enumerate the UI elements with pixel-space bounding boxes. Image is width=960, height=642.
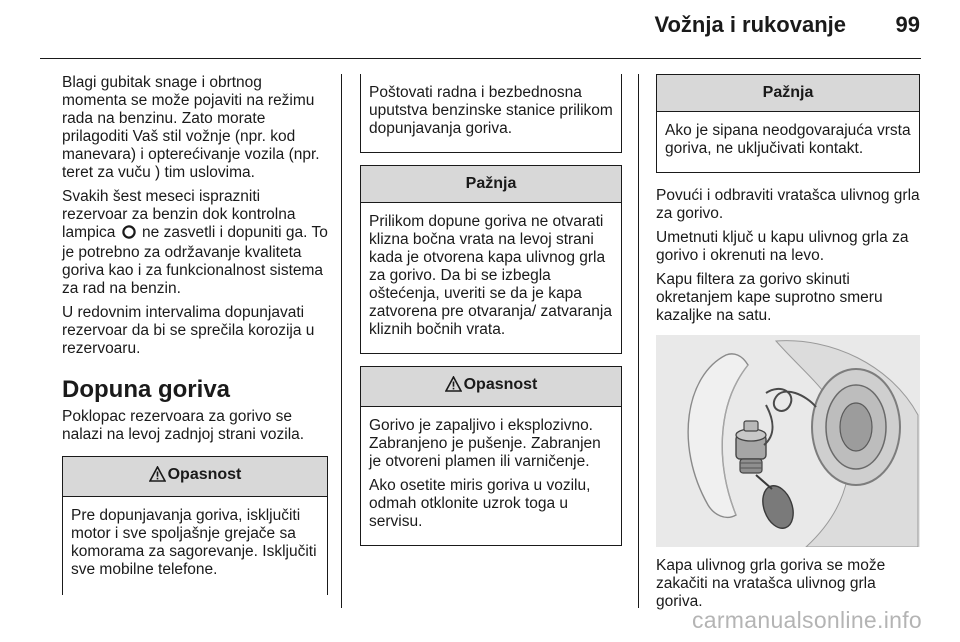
warning-box	[62, 456, 328, 595]
warning-label: Opasnost	[167, 466, 242, 483]
fuel-cap-illustration	[656, 335, 920, 547]
paragraph: Kapu filtera za gorivo skinuti okretanjem kape suprotno smeru kazaljke na satu.	[656, 271, 883, 324]
note-box	[360, 74, 622, 153]
paragraph	[62, 188, 328, 298]
warning-box-body	[361, 407, 621, 545]
caution-box-body	[361, 203, 621, 353]
paragraph: Blagi gubitak snage i obrtnog momenta se može pojaviti na režimu rada na benzinu. Zato morate prilagoditi Vaš stil vožnje (npr. kod manevara) i opterećivanje vozila (npr. teret za vuču ) tim uslovima.	[62, 74, 320, 181]
caution-box	[656, 74, 920, 173]
warning-text: Pre dopunjavanja goriva, isključiti motor i sve spoljašnje grejače sa komorama za sagorevanje. Isključiti sve mobilne telefone.	[71, 507, 317, 578]
warning-text: Gorivo je zapaljivo i eksplozivno. Zabranjeno je pušenje. Zabranjen je otvoreni plamen ili varničenje.	[369, 417, 601, 470]
header-divider	[40, 58, 921, 59]
warning-box	[360, 366, 622, 546]
paragraph: Poklopac rezervoara za gorivo se nalazi na levoj zadnjoj strani vozila.	[62, 408, 305, 443]
watermark: carmanualsonline.info	[691, 607, 922, 633]
warning-box-title	[63, 457, 327, 497]
paragraph: Umetnuti ključ u kapu ulivnog grla za gorivo i okrenuti na levo.	[656, 229, 909, 264]
page-number: 99	[895, 12, 920, 37]
column-divider	[638, 74, 639, 608]
paragraph-text: Svakih šest meseci isprazniti rezervoar za benzin dok kontrolna lampica	[62, 188, 296, 241]
warning-box-title	[361, 367, 621, 407]
caution-box-body	[657, 112, 919, 172]
warning-box-body	[63, 497, 327, 595]
warning-label: Opasnost	[463, 376, 538, 393]
note-box-body	[361, 74, 621, 152]
caution-box-title: Pažnja	[361, 166, 621, 203]
section-heading: Dopuna goriva	[62, 376, 231, 403]
indicator-lamp-icon	[121, 225, 137, 244]
paragraph: Povući i odbraviti vratašca ulivnog grla za gorivo.	[656, 187, 920, 222]
column-divider	[341, 74, 342, 608]
warning-triangle-icon	[445, 376, 462, 397]
warning-text: Ako osetite miris goriva u vozilu, odmah otklonite uzrok toga u servisu.	[369, 477, 591, 530]
page-title: Vožnja i rukovanje	[654, 12, 846, 37]
caution-text: Prilikom dopune goriva ne otvarati klizna bočna vrata na levoj strani kada je otvorena kapa ulivnog grla za gorivo. Da bi se izbegla oštećenja, uveriti se da je kapa zatvorena pre otvaranja/ zatvaranja kliznih bočnih vrata.	[369, 213, 612, 338]
column-middle	[360, 74, 622, 558]
warning-triangle-icon	[149, 466, 166, 487]
paragraph-text: ne zasvetli i dopuniti ga. To je potrebno za održavanje kvaliteta goriva kao i za funkcionalnost sistema za rad na benzin.	[62, 224, 328, 297]
column-right	[656, 74, 920, 617]
figure-caption: Kapa ulivnog grla goriva se može zakačiti na vratašca ulivnog grla goriva.	[656, 557, 886, 610]
column-left	[62, 74, 328, 595]
caution-box	[360, 165, 622, 354]
caution-box-title: Pažnja	[657, 75, 919, 112]
note-text: Poštovati radna i bezbednosna uputstva benzinske stanice prilikom dopunjavanja goriva.	[369, 84, 613, 137]
caution-text: Ako je sipana neodgovarajuća vrsta goriva, ne uključivati kontakt.	[665, 122, 911, 157]
paragraph: U redovnim intervalima dopunjavati rezervoar da bi se sprečila korozija u rezervoaru.	[62, 304, 315, 357]
